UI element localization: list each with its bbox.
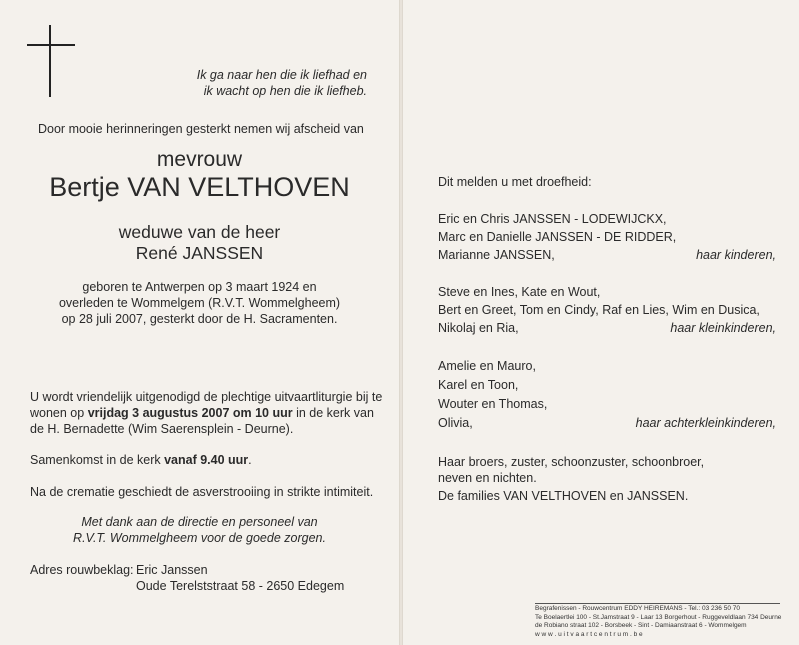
poem-line-2: ik wacht op hen die ik liefheb. <box>203 84 367 98</box>
deceased-name: Bertje VAN VELTHOVEN <box>49 172 350 202</box>
footer-rule <box>535 603 780 604</box>
invite-line-3: de H. Bernadette (Wim Saerensplein - Deurne). <box>30 422 294 436</box>
grandchildren-label: haar kleinkinderen, <box>670 321 776 335</box>
gathering-line <box>30 453 252 468</box>
announce-text: Dit melden u met droefheid: <box>438 175 592 189</box>
funeral-home-footer <box>535 605 780 639</box>
great-grandchildren-label: haar achterkleinkinderen, <box>635 416 776 430</box>
children-line-1: Eric en Chris JANSSEN - LODEWIJCKX, <box>438 212 667 226</box>
great-grandchildren-line-3: Wouter en Thomas, <box>438 397 548 411</box>
grandchildren-line-1: Steve en Ines, Kate en Wout, <box>438 285 601 299</box>
siblings-line-1: Haar broers, zuster, schoonzuster, schoonbroer, <box>438 455 705 469</box>
intro-text: Door mooie herinneringen gesterkt nemen wij afscheid van <box>38 122 364 136</box>
siblings-line-2: neven en nichten. <box>438 471 537 485</box>
footer-website: w w w . u i t v a a r t c e n t r u m . b e <box>535 630 643 638</box>
thanks-line-1: Met dank aan de directie en personeel van <box>81 515 318 529</box>
grandchildren-line-3: Nikolaj en Ria, <box>438 321 519 335</box>
poem-line-1: Ik ga naar hen die ik liefhad en <box>196 68 367 82</box>
gathering-suffix: . <box>248 453 252 467</box>
grandchildren-line-2: Bert en Greet, Tom en Cindy, Raf en Lies, Wim en Dusica, <box>438 303 760 317</box>
great-grandchildren-line-4: Olivia, <box>438 416 473 430</box>
invite-line-1: U wordt vriendelijk uitgenodigd de plechtige uitvaartliturgie bij te <box>30 390 383 404</box>
footer-line-1: Begrafenissen - Rouwcentrum EDDY HEIREMANS - Tel.: 03 236 50 70 <box>535 605 740 612</box>
footer-line-3: de Robiano straat 102 - Borsbeek - Sint - Damiaanstraat 6 - Wommelgem <box>535 622 747 629</box>
children-line-3: Marianne JANSSEN, <box>438 248 555 262</box>
address-street: Oude Terelststraat 58 - 2650 Edegem <box>136 579 345 593</box>
title-salutation: mevrouw <box>156 148 243 171</box>
widow-of-text: weduwe van de heer <box>118 222 281 242</box>
gathering-prefix: Samenkomst in de kerk <box>30 453 165 467</box>
address-label: Adres rouwbeklag: <box>30 563 134 577</box>
families-text: De families VAN VELTHOVEN en JANSSEN. <box>438 489 689 503</box>
bio-line-2: overleden te Wommelgem (R.V.T. Wommelgheem) <box>58 296 341 310</box>
children-line-2: Marc en Danielle JANSSEN - DE RIDDER, <box>438 230 677 244</box>
gathering-time: vanaf 9.40 uur <box>164 453 249 467</box>
cremation-text: Na de crematie geschiedt de asverstrooiing in strikte intimiteit. <box>30 485 374 499</box>
great-grandchildren-line-1: Amelie en Mauro, <box>438 359 536 373</box>
footer-line-2: Te Boelaertlei 100 - St.Jamstraat 9 - Laar 13 Borgerhout - Ruggeveldlaan 734 Deurne <box>535 613 782 621</box>
bio-line-1: geboren te Antwerpen op 3 maart 1924 en <box>82 280 317 294</box>
cross-icon <box>49 25 51 97</box>
children-label: haar kinderen, <box>696 248 776 262</box>
invite-line-2 <box>30 406 374 421</box>
bio-line-3: op 28 juli 2007, gesterkt door de H. Sacramenten. <box>61 312 338 326</box>
cross-icon-bar <box>27 44 75 46</box>
invite-prefix: wonen op <box>30 406 88 420</box>
address-name: Eric Janssen <box>136 563 208 577</box>
great-grandchildren-line-2: Karel en Toon, <box>438 378 519 392</box>
thanks-line-2: R.V.T. Wommelgheem voor de goede zorgen. <box>73 531 326 545</box>
funeral-date: vrijdag 3 augustus 2007 om 10 uur <box>87 406 293 420</box>
invite-suffix: in de kerk van <box>292 406 374 420</box>
husband-name: René JANSSEN <box>135 243 264 263</box>
